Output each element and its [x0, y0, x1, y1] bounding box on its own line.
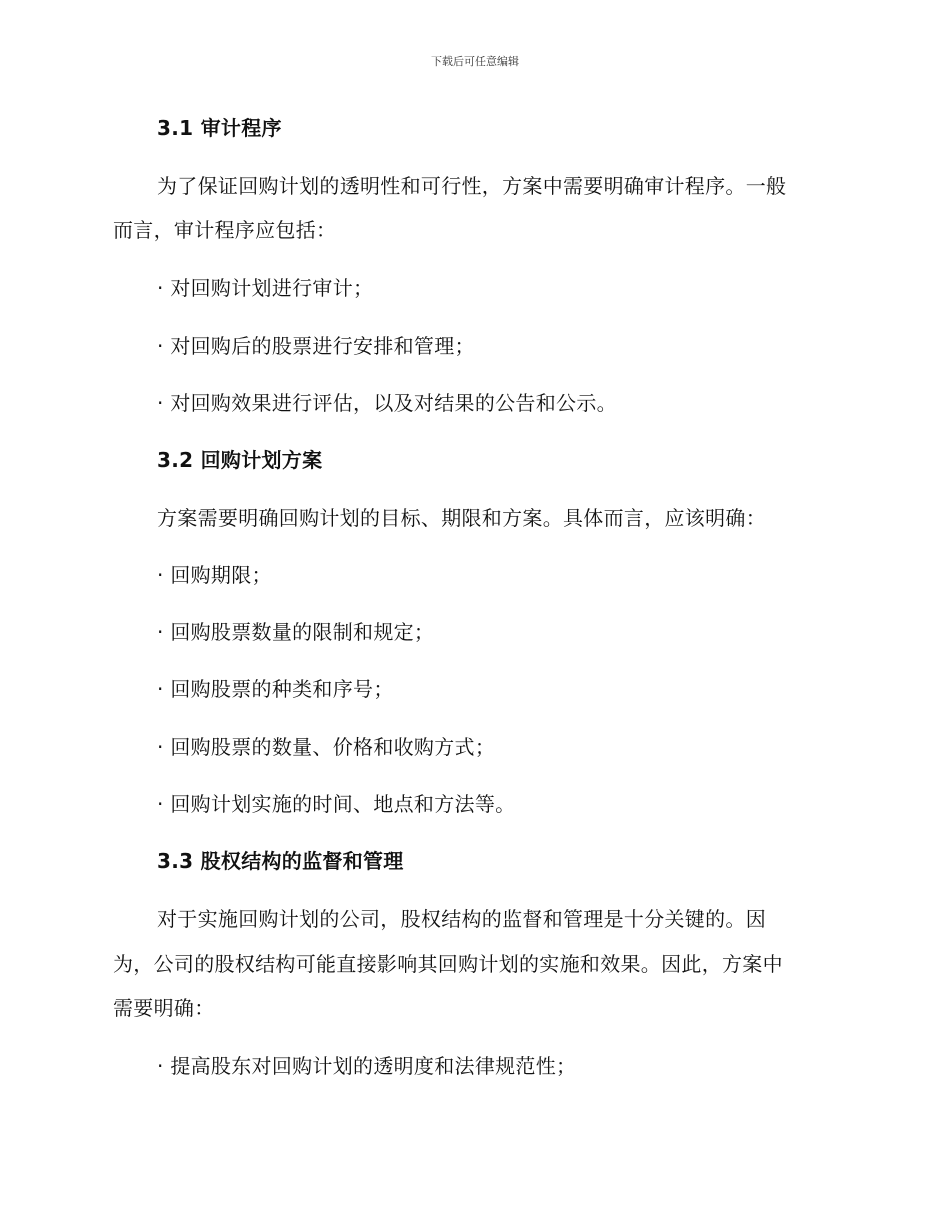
- page-header: 下载后可任意编辑: [431, 55, 519, 68]
- paragraph-line: 方案需要明确回购计划的目标、期限和方案。具体而言，应该明确：: [157, 506, 766, 530]
- paragraph-line: 为了保证回购计划的透明性和可行性，方案中需要明确审计程序。一般: [157, 174, 787, 198]
- paragraph-line: 需要明确：: [113, 996, 215, 1020]
- list-item: · 回购股票的数量、价格和收购方式；: [157, 735, 496, 759]
- list-item: · 回购期限；: [157, 563, 272, 587]
- list-item: · 提高股东对回购计划的透明度和法律规范性；: [157, 1054, 577, 1078]
- paragraph-line: 对于实施回购计划的公司，股权结构的监督和管理是十分关键的。因: [157, 907, 766, 931]
- list-item: · 回购计划实施的时间、地点和方法等。: [157, 792, 516, 816]
- list-item: · 回购股票的种类和序号；: [157, 677, 394, 701]
- section-heading: 3.1 审计程序: [157, 116, 282, 140]
- paragraph-line: 为，公司的股权结构可能直接影响其回购计划的实施和效果。因此，方案中: [113, 952, 783, 976]
- list-item: · 回购股票数量的限制和规定；: [157, 620, 435, 644]
- paragraph-line: 而言，审计程序应包括：: [113, 218, 337, 242]
- list-item: · 对回购后的股票进行安排和管理；: [157, 334, 475, 358]
- list-item: · 对回购计划进行审计；: [157, 276, 374, 300]
- section-heading: 3.3 股权结构的监督和管理: [157, 849, 404, 873]
- section-heading: 3.2 回购计划方案: [157, 448, 323, 472]
- list-item: · 对回购效果进行评估，以及对结果的公告和公示。: [157, 391, 617, 415]
